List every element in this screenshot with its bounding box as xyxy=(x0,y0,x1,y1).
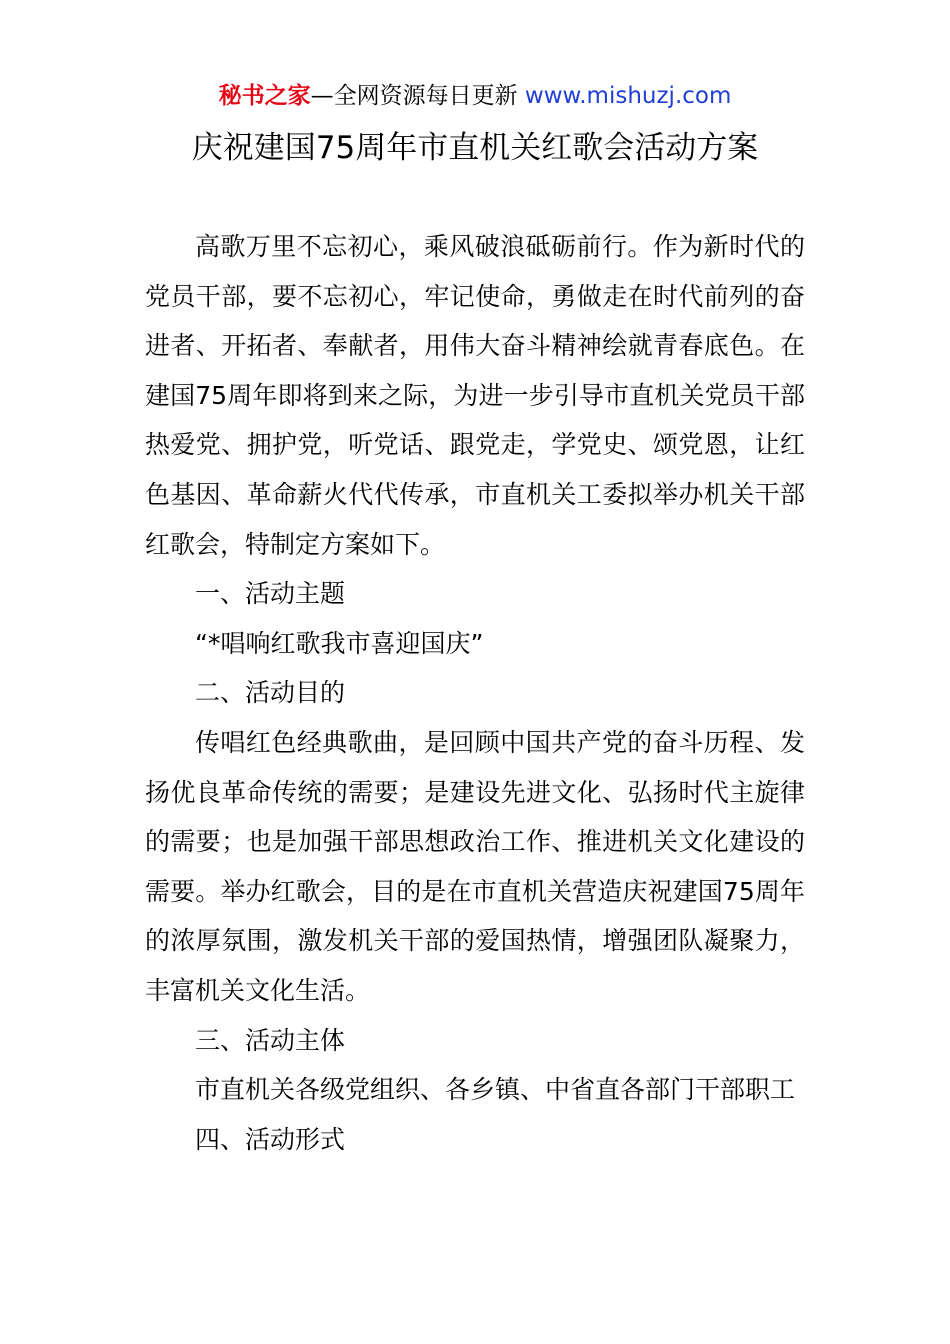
intro-paragraph: 高歌万里不忘初心，乘风破浪砥砺前行。作为新时代的党员干部，要不忘初心，牢记使命，勇做走在时代前列的奋进者、开拓者、奉献者，用伟大奋斗精神绘就青春底色。在建国75周年即将到来之际，为进一步引导市直机关党员干部热爱党、拥护党，听党话、跟党走，学党史、颂党恩，让红色基因、革命薪火代代传承，市直机关工委拟举办机关干部红歌会，特制定方案如下。 xyxy=(145,232,805,559)
section-heading-purpose: 二、活动目的 xyxy=(195,678,346,708)
brand-name: 秘书之家 xyxy=(218,83,311,109)
participants-text: 市直机关各级党组织、各乡镇、中省直各部门干部职工 xyxy=(195,1075,796,1105)
section-heading-theme: 一、活动主题 xyxy=(195,579,346,609)
document-title: 庆祝建国75周年市直机关红歌会活动方案 xyxy=(191,130,759,166)
site-header xyxy=(0,80,950,112)
purpose-paragraph: 传唱红色经典歌曲，是回顾中国共产党的奋斗历程、发扬优良革命传统的需要；是建设先进文化、弘扬时代主旋律的需要；也是加强干部思想政治工作、推进机关文化建设的需要。举办红歌会，目的是在市直机关营造庆祝建国75周年的浓厚氛围，激发机关干部的爱国热情，增强团队凝聚力，丰富机关文化生活。 xyxy=(145,727,805,1005)
section-heading-format: 四、活动形式 xyxy=(195,1124,346,1154)
section-heading-participants: 三、活动主体 xyxy=(195,1025,346,1055)
site-tagline: —全网资源每日更新 xyxy=(310,83,518,109)
site-url-link[interactable]: www.mishuzj.com xyxy=(524,83,732,109)
theme-text: “*唱响红歌我市喜迎国庆” xyxy=(195,628,484,658)
document-body xyxy=(145,222,805,1164)
